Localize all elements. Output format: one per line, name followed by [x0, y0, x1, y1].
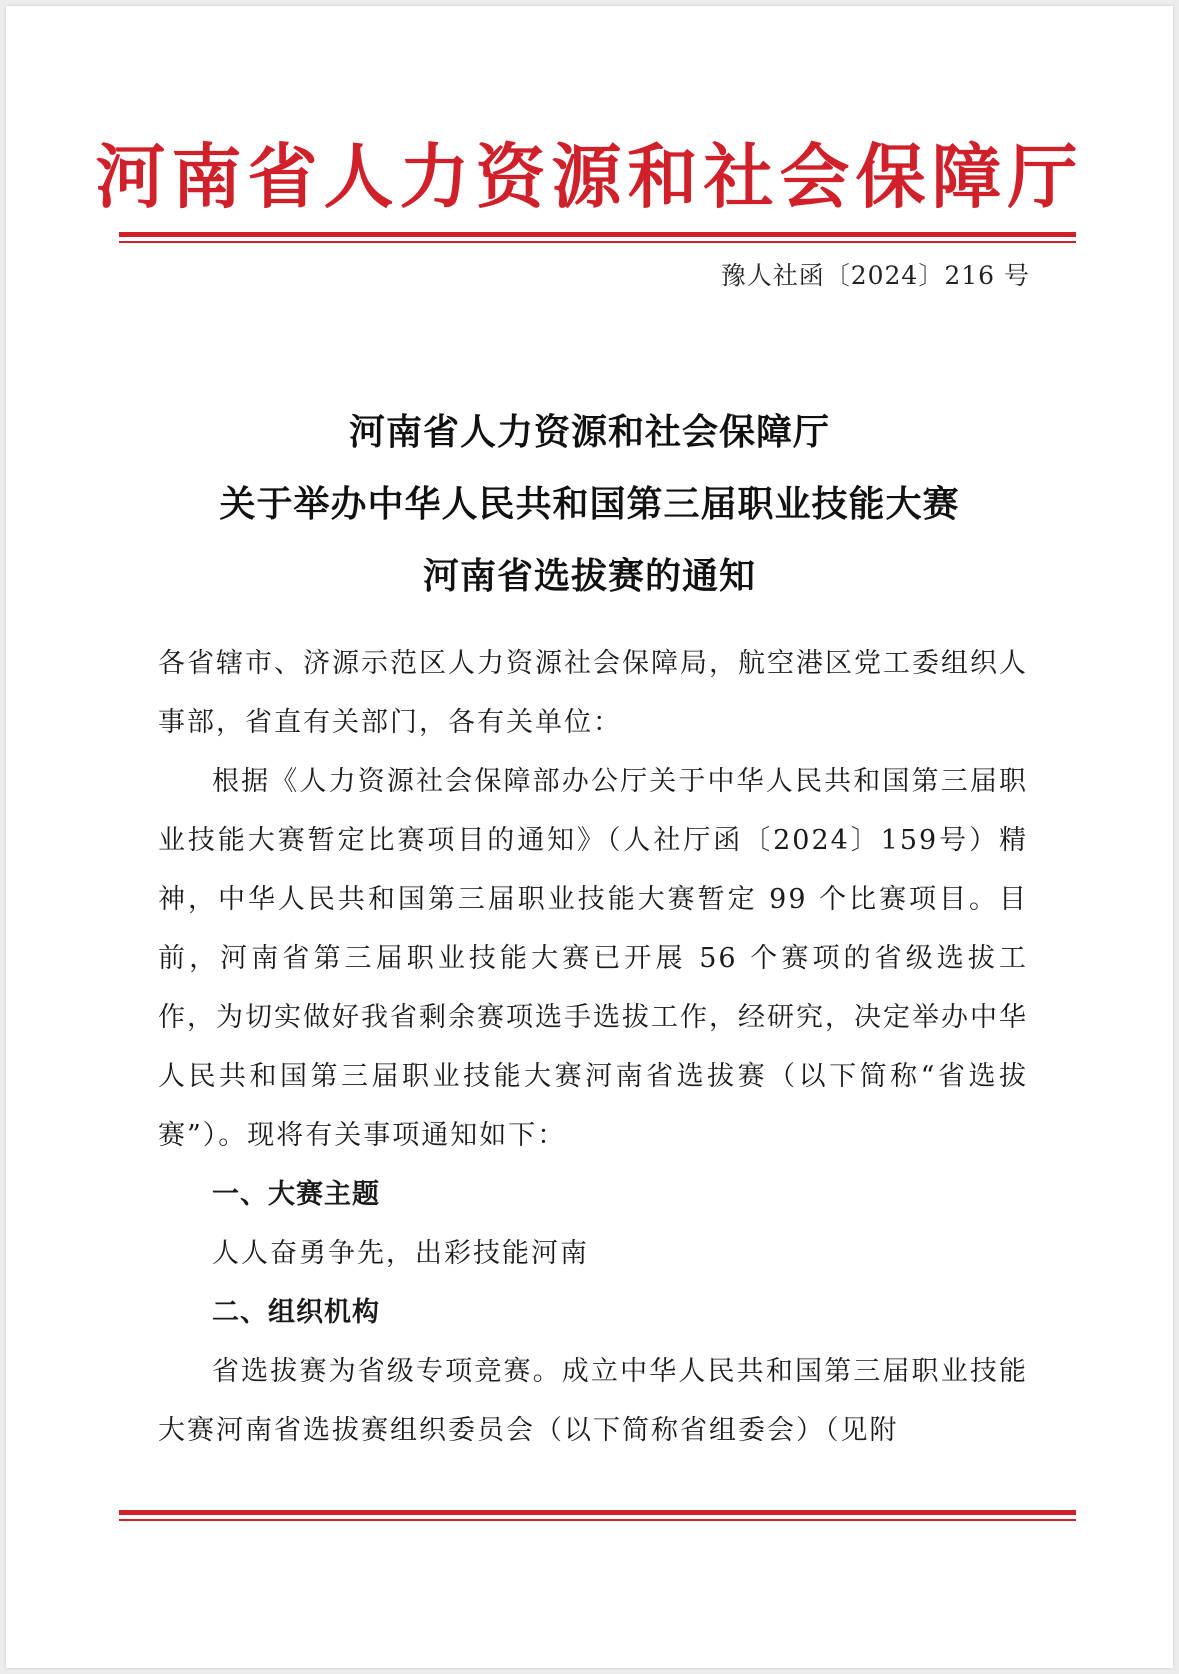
footer-rule-thick-line [119, 1510, 1076, 1515]
theme-text: 人人奋勇争先，出彩技能河南 [212, 1238, 589, 1269]
document-title-line-1: 河南省人力资源和社会保障厅 [348, 411, 830, 453]
red-rule-thick-line [119, 232, 1076, 237]
document-page [6, 6, 1173, 1668]
paragraph-1: 根据《人力资源社会保障部办公厅关于中华人民共和国第三届职业技能大赛暂定比赛项目的通知》（人社厅函〔2024〕159号）精神，中华人民共和国第三届职业技能大赛暂定 99 个比赛项目。目前，河南省第三届职业技能大赛已开展 56 个赛项的省级选拔工作，为切实做好我省剩余赛项选手选拔工作，经研究，决定举办中华人民共和国第三届职业技能大赛河南省选拔赛（以下简称“省选拔赛”）。现将有关事项通知如下： [158, 766, 1028, 1151]
document-title-line-2: 关于举办中华人民共和国第三届职业技能大赛 [219, 483, 960, 525]
section-heading-1: 一、大赛主题 [212, 1179, 380, 1210]
paragraph-2: 省选拔赛为省级专项竞赛。成立中华人民共和国第三届职业技能大赛河南省选拔赛组织委员会（以下简称省组委会）（见附 [158, 1356, 1028, 1446]
footer-red-rule [119, 1510, 1076, 1521]
letterhead-title: 河南省人力资源和社会保障厅 [95, 135, 1084, 218]
document-title-line-3: 河南省选拔赛的通知 [422, 555, 756, 597]
letterhead-red-rule [119, 232, 1076, 243]
section-heading-2: 二、组织机构 [212, 1297, 380, 1328]
footer-rule-thin-line [119, 1519, 1076, 1521]
document-number: 豫人社函〔2024〕216 号 [720, 261, 1030, 290]
document-title [6, 396, 1173, 612]
salutation: 各省辖市、济源示范区人力资源社会保障局，航空港区党工委组织人事部，省直有关部门，各有关单位： [158, 648, 1028, 738]
document-body [158, 634, 1028, 1460]
red-rule-thin-line [119, 241, 1076, 243]
